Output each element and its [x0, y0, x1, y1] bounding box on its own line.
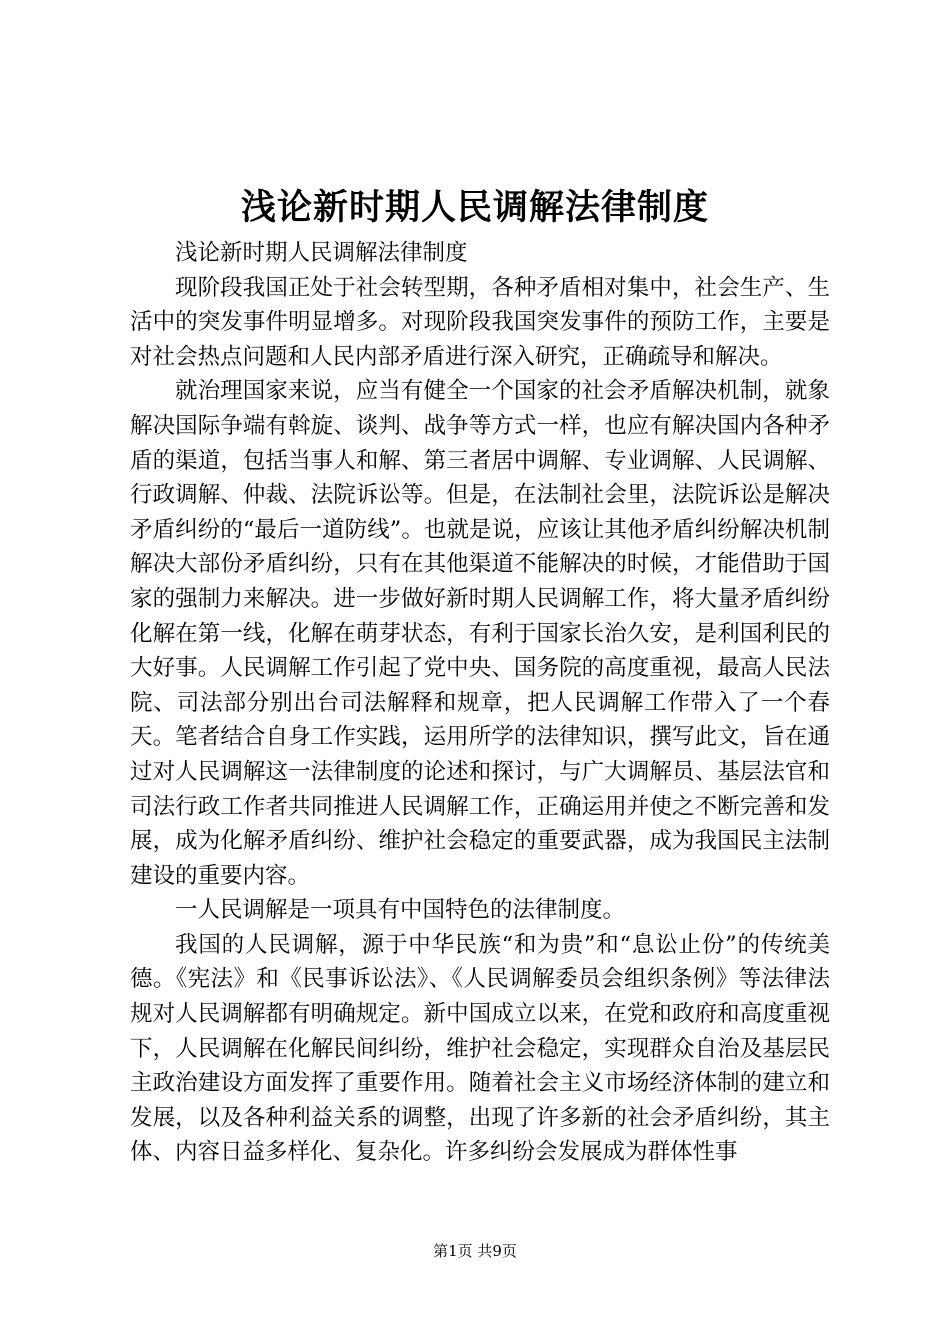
paragraph: 现阶段我国正处于社会转型期，各种矛盾相对集中，社会生产、生活中的突发事件明显增多。对现阶段我国突发事件的预防工作，主要是对社会热点问题和人民内部矛盾进行深入研究，正确疏导和解决。	[130, 274, 830, 370]
section-heading: 一人民调解是一项具有中国特色的法律制度。	[175, 897, 626, 924]
paragraph-subtitle: 浅论新时期人民调解法律制度	[175, 240, 468, 266]
document-title: 浅论新时期人民调解法律制度	[240, 187, 709, 228]
paragraph: 就治理国家来说，应当有健全一个国家的社会矛盾解决机制，就象解决国际争端有斡旋、谈判、战争等方式一样，也应有解决国内各种矛盾的渠道，包括当事人和解、第三者居中调解、专业调解、人民调解、行政调解、仲裁、法院诉讼等。但是，在法制社会里，法院诉讼是解决矛盾纠纷的“最后一道防线”。也就是说，应该让其他矛盾纠纷解决机制解决大部份矛盾纠纷，只有在其他渠道不能解决的时候，才能借助于国家的强制力来解决。进一步做好新时期人民调解工作，将大量矛盾纠纷化解在第一线，化解在萌芽状态，有利于国家长治久安，是利国利民的大好事。人民调解工作引起了党中央、国务院的高度重视，最高人民法院、司法部分别出台司法解释和规章，把人民调解工作带入了一个春天。笔者结合自身工作实践，运用所学的法律知识，撰写此文，旨在通过对人民调解这一法律制度的论述和探讨，与广大调解员、基层法官和司法行政工作者共同推进人民调解工作，正确运用并使之不断完善和发展，成为化解矛盾纠纷、维护社会稳定的重要武器，成为我国民主法制建设的重要内容。	[130, 378, 830, 889]
document-body	[130, 236, 830, 1170]
page-footer: 第1页 共9页	[433, 1242, 517, 1260]
paragraph: 我国的人民调解，源于中华民族“和为贵”和“息讼止份”的传统美德。《宪法》和《民事诉讼法》、《人民调解委员会组织条例》等法律法规对人民调解都有明确规定。新中国成立以来，在党和政府和高度重视下，人民调解在化解民间纠纷，维护社会稳定，实现群众自治及基层民主政治建设方面发挥了重要作用。随着社会主义市场经济体制的建立和发展，以及各种利益关系的调整，出现了许多新的社会矛盾纠纷，其主体、内容日益多样化、复杂化。许多纠纷会发展成为群体性事	[130, 931, 830, 1166]
